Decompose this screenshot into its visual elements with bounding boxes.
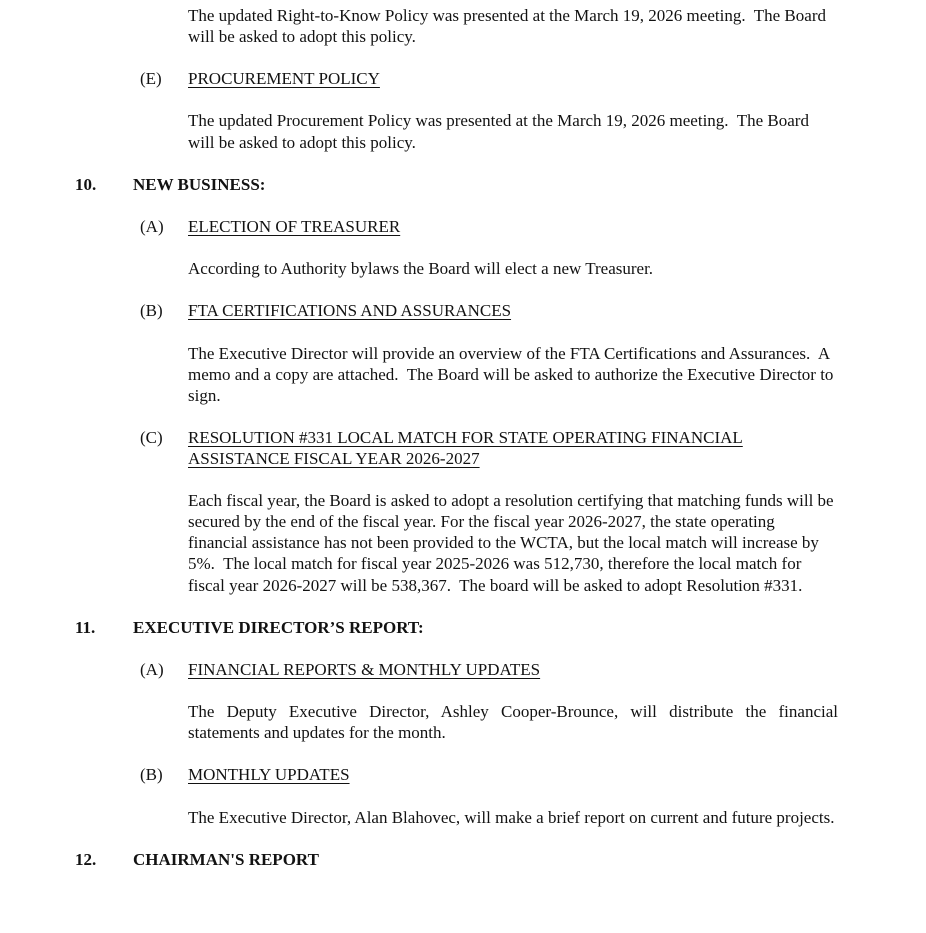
- section-number: 11.: [75, 617, 96, 637]
- agenda-subitem-resolution-331: [140, 427, 926, 469]
- agenda-subitem-election-of-treasurer: [140, 216, 926, 237]
- section-title: EXECUTIVE DIRECTOR’S REPORT:: [133, 617, 424, 637]
- section-number: 10.: [75, 174, 97, 194]
- subitem-title: ELECTION OF TREASURER: [188, 216, 401, 236]
- subitem-title: MONTHLY UPDATES: [188, 765, 350, 785]
- financial-reports-paragraph: The Deputy Executive Director, Ashley Cooper-Brounce, will distribute the financial statements and updates for the month.: [188, 702, 843, 743]
- subitem-letter: (A): [140, 659, 164, 679]
- agenda-subitem-financial-reports: [140, 659, 926, 680]
- subitem-title: FTA CERTIFICATIONS AND ASSURANCES: [188, 301, 512, 321]
- agenda-subitem-procurement-policy: [140, 68, 926, 89]
- agenda-section-chairmans-report: [75, 849, 926, 870]
- right-to-know-paragraph: The updated Right-to-Know Policy was presented at the March 19, 2026 meeting. The Board will be asked to adopt this policy.: [188, 6, 831, 47]
- subitem-letter: (A): [140, 216, 164, 236]
- agenda-section-executive-directors-report: [75, 617, 926, 638]
- agenda-section-new-business: [75, 174, 926, 195]
- subitem-letter: (E): [140, 69, 162, 89]
- section-title: NEW BUSINESS:: [133, 174, 266, 194]
- monthly-updates-paragraph: The Executive Director, Alan Blahovec, will make a brief report on current and future projects.: [188, 807, 835, 827]
- subitem-title: PROCUREMENT POLICY: [188, 69, 380, 89]
- procurement-policy-paragraph: The updated Procurement Policy was presented at the March 19, 2026 meeting. The Board will be asked to adopt this policy.: [188, 111, 814, 152]
- subitem-letter: (C): [140, 427, 163, 447]
- resolution-331-paragraph: Each fiscal year, the Board is asked to adopt a resolution certifying that matching funds will be secured by the end of the fiscal year. For the fiscal year 2026-2027, the state operating financial assistance has not been provided to the WCTA, but the local match will increase by 5%. The local match for fiscal year 2025-2026 was 512,730, therefore the local match for fiscal year 2026-2027 will be 538,367. The board will be asked to adopt Resolution #331.: [188, 491, 838, 595]
- subitem-title: FINANCIAL REPORTS & MONTHLY UPDATES: [188, 659, 541, 679]
- election-of-treasurer-paragraph: According to Authority bylaws the Board will elect a new Treasurer.: [188, 259, 654, 279]
- agenda-subitem-monthly-updates: [140, 764, 926, 785]
- section-number: 12.: [75, 849, 97, 869]
- section-title: CHAIRMAN'S REPORT: [133, 849, 319, 869]
- subitem-title: RESOLUTION #331 LOCAL MATCH FOR STATE OPERATING FINANCIAL ASSISTANCE FISCAL YEAR 2026-2027: [188, 427, 743, 468]
- fta-certifications-paragraph: The Executive Director will provide an overview of the FTA Certifications and Assurances. A memo and a copy are attached. The Board will be asked to authorize the Executive Director to sign.: [188, 343, 838, 405]
- subitem-letter: (B): [140, 301, 163, 321]
- subitem-letter: (B): [140, 765, 163, 785]
- agenda-subitem-fta-certifications: [140, 300, 926, 321]
